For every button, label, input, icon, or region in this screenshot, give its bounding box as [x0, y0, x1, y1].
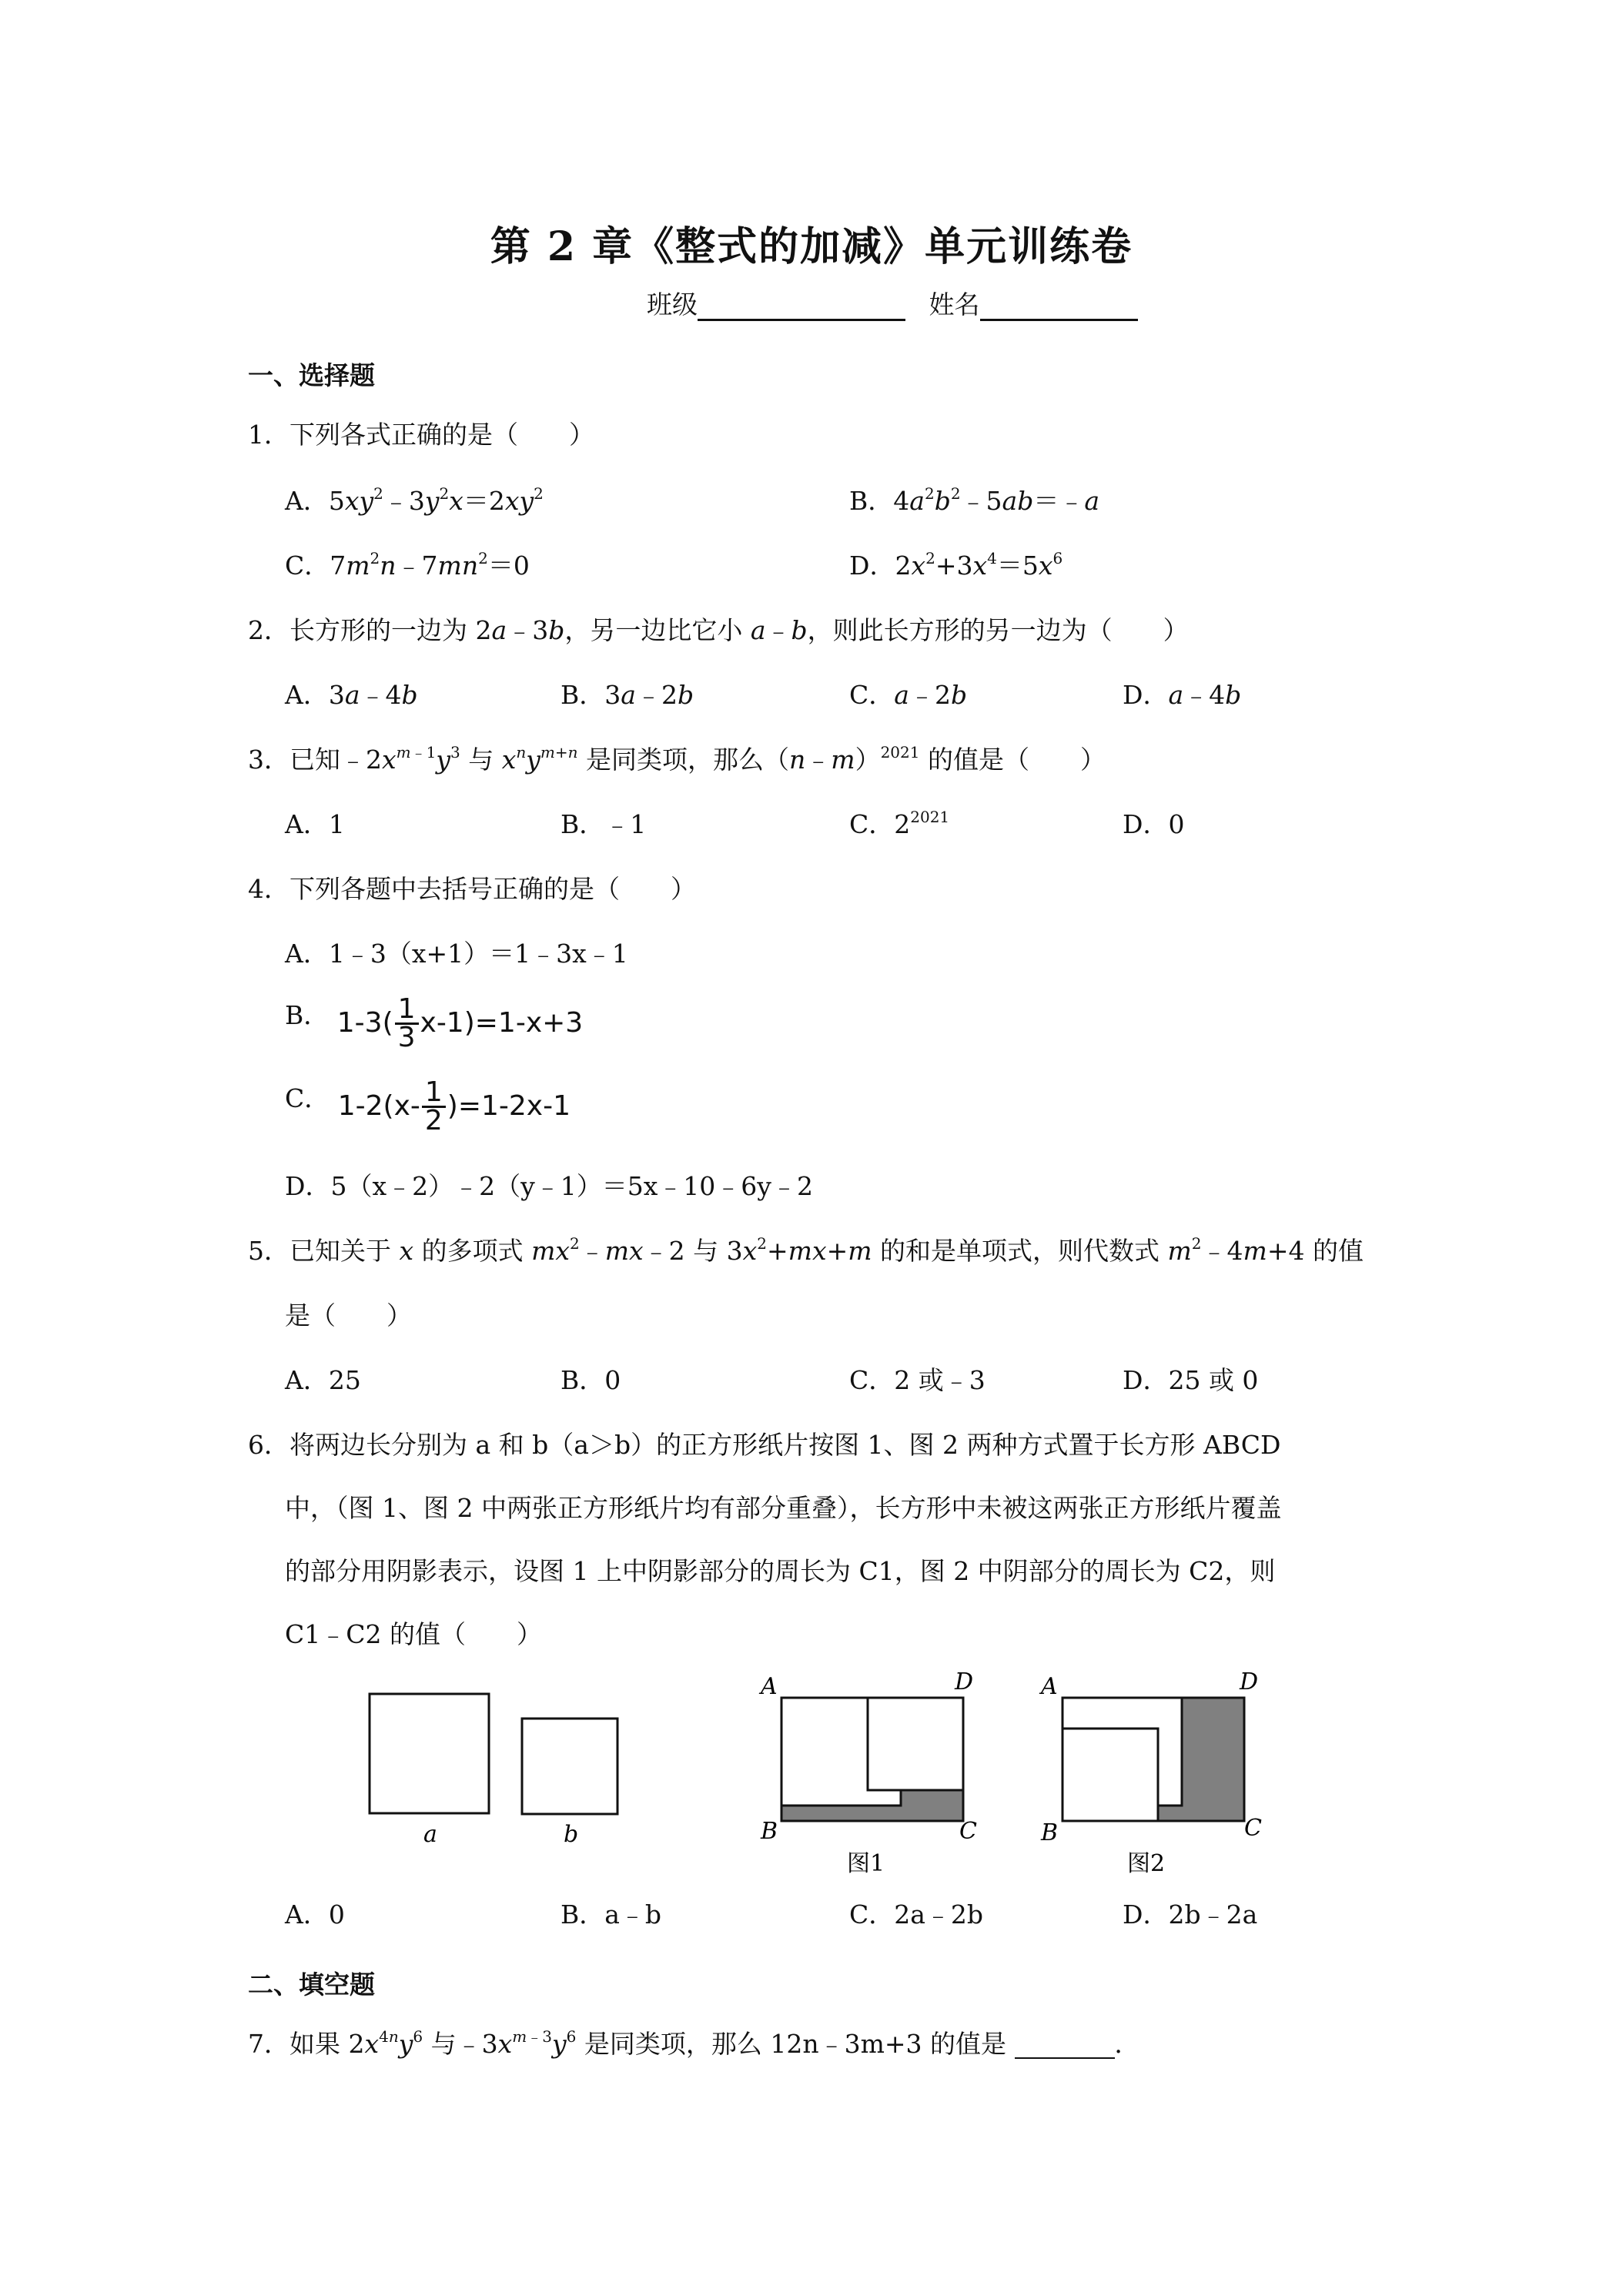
question-6-line3: 的部分用阴影表示，设图 1 上中阴影部分的周长为 C1，图 2 中阴部分的周长为 C2，则	[285, 1556, 1276, 1586]
q3-option-a[interactable]: A．1	[285, 809, 345, 839]
q5-line2: 是（ ）	[285, 1300, 412, 1330]
svg-text:B: B	[1041, 1819, 1059, 1846]
label-b: b	[564, 1821, 579, 1848]
student-info	[647, 285, 1138, 321]
q6-option-d[interactable]: D．2b﹣2a	[1123, 1899, 1258, 1930]
question-2: 2．长方形的一边为 2a﹣3b，另一边比它小 a﹣b，则此长方形的另一边为（ ）	[248, 615, 1189, 645]
name-blank[interactable]	[980, 293, 1138, 321]
q4-option-a[interactable]: A．1﹣3（x+1）＝1﹣3x﹣1	[285, 939, 628, 969]
question-3: 3．已知$﹣2x^{m﹣1}y^3$ 与 $x^ny^{m+n}$ 是同类项，那么（n﹣m）$^{2021}$ 的值是（ ）	[248, 743, 1106, 775]
question-5: 5．已知关于 x 的多项式 $mx^2﹣mx﹣2$ 与 $3x^2+mx+m$ 的和是单项式，则代数式 $m^2﹣4m+4$ 的值	[248, 1234, 1364, 1266]
label-a: a	[423, 1821, 437, 1848]
q4-b-formula-image: 1-3( $\frac{1}{3}$ x-1)=1-x+3	[336, 993, 584, 1053]
page-title: 第 2 章《整式的加减》单元训练卷	[490, 223, 1133, 270]
q6-option-b[interactable]: B．a﹣b	[561, 1899, 662, 1930]
class-blank[interactable]	[698, 293, 905, 321]
section-fill: 二、填空题	[248, 1970, 375, 2000]
fig2-caption: 图2	[1127, 1850, 1166, 1877]
question-6-line1: 6．将两边长分别为 a 和 b（a＞b）的正方形纸片按图 1、图 2 两种方式置于长方形 ABCD	[248, 1430, 1281, 1460]
q3-option-d[interactable]: D．0	[1123, 809, 1185, 839]
section-choice: 一、选择题	[248, 360, 375, 390]
q4-option-d[interactable]: D．5（x﹣2）﹣2（y﹣1）＝5x﹣10﹣6y﹣2	[285, 1171, 813, 1201]
q5-option-c[interactable]: C．2 或﹣3	[849, 1365, 986, 1395]
q3-option-c[interactable]: C．$2^{2021}$	[849, 808, 950, 839]
question-4: 4．下列各题中去括号正确的是（ ）	[248, 874, 696, 904]
q4-option-b[interactable]: B． 1-3( $\frac{1}{3}$ x-1)=1-x+3	[285, 993, 584, 1053]
q2-option-b[interactable]: B．3a﹣2b	[561, 680, 694, 710]
question-7: 7．如果 $2x^{4n}y^6$ 与$﹣3x^{m﹣3}y^6$ 是同类项，那么 12n﹣3m+3 的值是 ．	[248, 2027, 1140, 2059]
svg-text:D: D	[955, 1668, 974, 1695]
q1-option-b[interactable]: B．$4a^2b^2﹣5ab=﹣a$	[849, 484, 1100, 516]
q2-option-c[interactable]: C．a﹣2b	[849, 680, 968, 710]
q1-stem: 下列各式正确的是（ ）	[289, 420, 594, 450]
q6-option-a[interactable]: A．0	[285, 1899, 345, 1930]
question-6-line4: C1﹣C2 的值（ ）	[285, 1619, 542, 1649]
svg-text:B: B	[761, 1818, 778, 1845]
square-a	[370, 1694, 489, 1813]
q1-option-d[interactable]: D．$2x^2+3x^4=5x^6$	[849, 549, 1063, 581]
q2-option-d[interactable]: D．a﹣4b	[1123, 680, 1242, 710]
q7-answer-blank[interactable]	[1015, 2034, 1115, 2059]
name-label: 姓名	[929, 290, 980, 320]
svg-text:C: C	[1244, 1815, 1262, 1842]
svg-text:A: A	[1041, 1673, 1058, 1700]
square-b	[522, 1719, 617, 1814]
svg-text:C: C	[959, 1818, 977, 1845]
figure-1	[758, 1668, 977, 1877]
q1-option-c[interactable]: C．$7m^2n﹣7mn^2=0$	[285, 549, 530, 581]
q1-option-a[interactable]: A．$5xy^2﹣3y^2x=2xy^2$	[285, 484, 544, 516]
q5-option-d[interactable]: D．25 或 0	[1123, 1365, 1259, 1395]
svg-text:A: A	[761, 1673, 778, 1700]
q5-option-b[interactable]: B．0	[561, 1365, 621, 1395]
q1-number: 1．	[248, 420, 289, 450]
q2-option-a[interactable]: A．3a﹣4b	[285, 680, 418, 710]
q5-option-a[interactable]: A．25	[285, 1365, 361, 1395]
q6-option-c[interactable]: C．2a﹣2b	[849, 1899, 984, 1930]
figure-2	[1039, 1668, 1262, 1877]
question-1	[248, 420, 594, 450]
q3-option-b[interactable]: B．﹣1	[561, 809, 647, 839]
fig1-caption: 图1	[847, 1850, 885, 1877]
class-label: 班级	[647, 290, 698, 320]
q4-option-c[interactable]: C． 1-2(x- $\frac{1}{2}$ )=1-2x-1	[285, 1076, 571, 1136]
svg-text:D: D	[1240, 1668, 1259, 1695]
q4-c-formula-image: 1-2(x- $\frac{1}{2}$ )=1-2x-1	[337, 1076, 571, 1136]
q6-figures	[354, 1663, 1278, 1894]
question-6-line2: 中，（图 1、图 2 中两张正方形纸片均有部分重叠），长方形中未被这两张正方形纸片覆盖	[285, 1493, 1282, 1523]
